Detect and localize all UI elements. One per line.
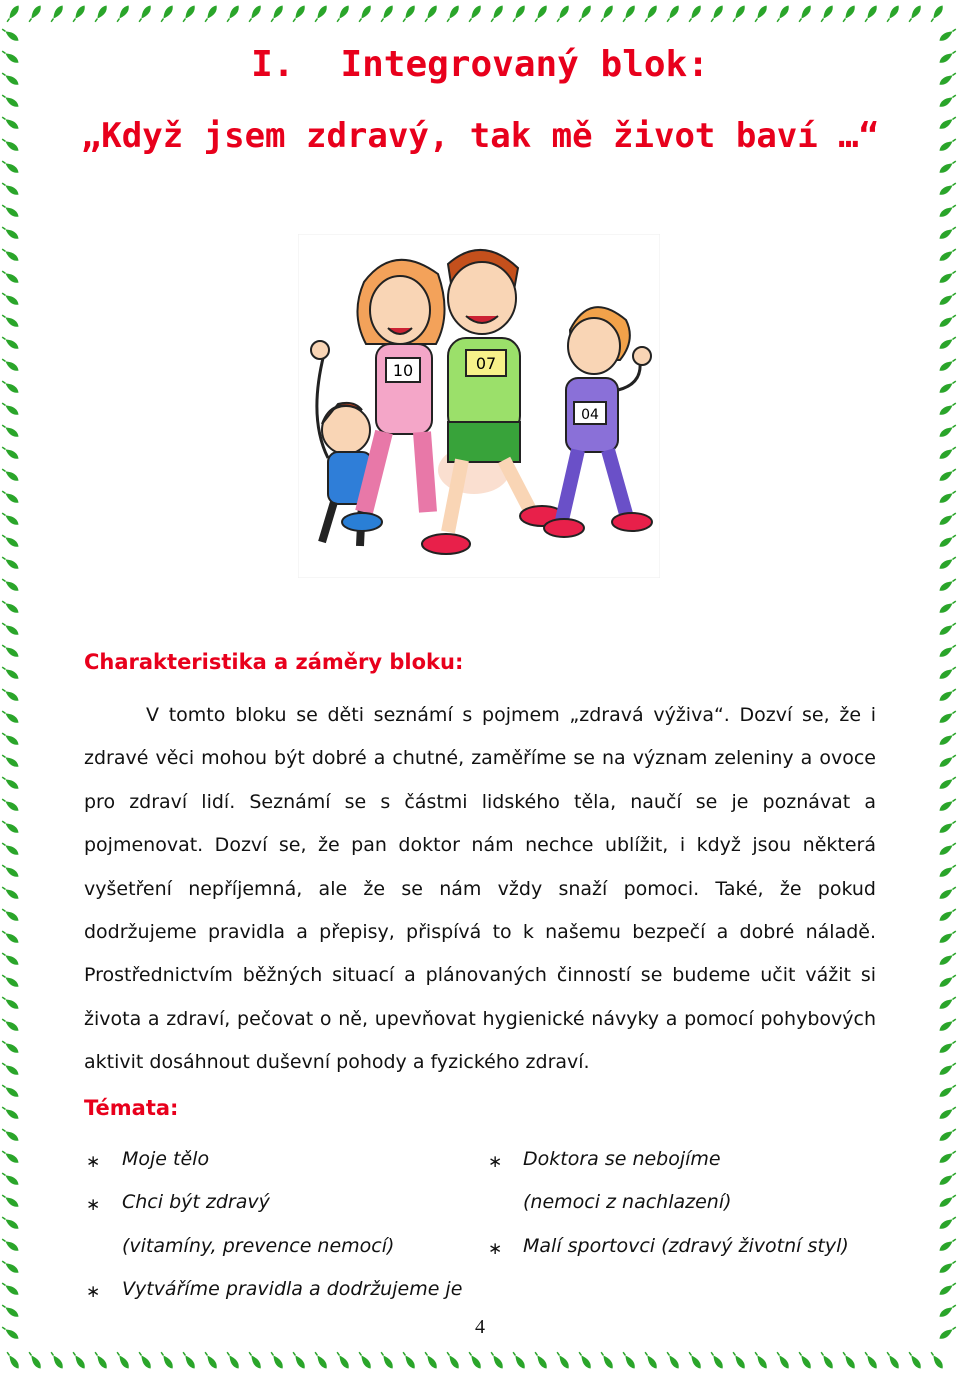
leaf-icon: [291, 1350, 307, 1370]
bib-10: 10: [392, 361, 414, 380]
leaf-icon: [0, 1039, 20, 1055]
leaf-icon: [0, 423, 20, 439]
leaf-icon: [577, 4, 593, 24]
leaf-icon: [938, 995, 958, 1011]
leaf-icon: [938, 511, 958, 527]
block-subtitle: „Když jsem zdravý, tak mě život baví …“: [80, 116, 880, 156]
leaf-icon: [467, 1350, 483, 1370]
block-number: I.: [251, 44, 295, 85]
leaf-icon: [938, 731, 958, 747]
leaf-icon: [555, 1350, 571, 1370]
leaf-icon: [401, 1350, 417, 1370]
leaf-icon: [938, 379, 958, 395]
leaf-icon: [0, 335, 20, 351]
leaf-icon: [938, 1127, 958, 1143]
leaf-icon: [938, 93, 958, 109]
leaf-icon: [938, 819, 958, 835]
leaf-icon: [467, 4, 483, 24]
leaf-icon: [0, 203, 20, 219]
leaf-icon: [938, 1171, 958, 1187]
leaf-icon: [225, 1350, 241, 1370]
leaf-icon: [819, 1350, 835, 1370]
leaf-icon: [511, 1350, 527, 1370]
leaf-icon: [938, 1017, 958, 1033]
leaf-icon: [0, 1127, 20, 1143]
leaf-icon: [247, 1350, 263, 1370]
block-heading: Integrovaný blok:: [340, 44, 709, 85]
leaf-icon: [709, 1350, 725, 1370]
leaf-icon: [863, 4, 879, 24]
leaf-icon: [938, 643, 958, 659]
leaf-icon: [731, 4, 747, 24]
leaf-icon: [357, 4, 373, 24]
leaf-icon: [938, 929, 958, 945]
leaf-icon: [159, 1350, 175, 1370]
leaf-icon: [938, 1259, 958, 1275]
bullet-icon: ∗: [488, 1239, 503, 1259]
leaf-icon: [291, 4, 307, 24]
leaf-icon: [938, 1083, 958, 1099]
block-title: [0, 44, 960, 85]
leaf-icon: [938, 1061, 958, 1077]
leaf-icon: [938, 577, 958, 593]
characteristic-text: V tomto bloku se děti seznámí s pojmem „zdravá výživa“. Dozví se, že i zdravé věci mohou být dobré a chutné, zaměříme se na význam zeleniny a ovoce pro zdraví lidí. Seznámí se s částmi lidského těla, naučí se je poznávat a pojmenovat. Dozví se, že pan doktor nám nechce ublížit, i když jsou některá vyšetření nepříjemná, ale že se nám vždy snaží pomoci. Také, že pokud dodržujeme pravidla a přepisy, přispívá to k našemu bezpečí a dobré náladě. Prostřednictvím běžných situací a plánovaných činností se budeme učit vážit si života a zdraví, pečovat o ně, upevňovat hygienické návyky a pomocí pohybových aktivit dosáhnout duševní pohody a fyzického zdraví.: [84, 704, 876, 1074]
leaf-icon: [665, 1350, 681, 1370]
leaf-icon: [0, 687, 20, 703]
leaf-icon: [938, 203, 958, 219]
leaf-icon: [445, 4, 461, 24]
leaf-icon: [938, 775, 958, 791]
leaf-icon: [93, 4, 109, 24]
leaf-icon: [0, 775, 20, 791]
leaf-icon: [938, 291, 958, 307]
leaf-icon: [335, 4, 351, 24]
leaf-icon: [269, 1350, 285, 1370]
characteristic-paragraph: [84, 694, 876, 1085]
leaf-icon: [938, 555, 958, 571]
leaf-icon: [225, 4, 241, 24]
leaf-icon: [938, 665, 958, 681]
leaf-icon: [0, 357, 20, 373]
leaf-icon: [0, 159, 20, 175]
leaf-icon: [71, 4, 87, 24]
leaf-icon: [0, 929, 20, 945]
leaf-icon: [938, 357, 958, 373]
leaf-icon: [423, 4, 439, 24]
leaf-icon: [841, 1350, 857, 1370]
leaf-icon: [49, 4, 65, 24]
leaf-icon: [938, 841, 958, 857]
leaf-icon: [938, 1105, 958, 1121]
leaf-icon: [0, 247, 20, 263]
leaf-icon: [938, 467, 958, 483]
leaf-icon: [181, 4, 197, 24]
leaf-icon: [401, 4, 417, 24]
leaf-icon: [0, 1237, 20, 1253]
leaf-icon: [938, 709, 958, 725]
running-children-illustration: [298, 234, 660, 578]
bib-07: 07: [475, 354, 497, 373]
leaf-icon: [0, 27, 20, 43]
leaf-icon: [938, 159, 958, 175]
leaf-icon: [313, 1350, 329, 1370]
leaf-icon: [938, 225, 958, 241]
leaf-icon: [775, 1350, 791, 1370]
leaf-icon: [938, 885, 958, 901]
leaf-icon: [938, 1215, 958, 1231]
leaf-icon: [0, 313, 20, 329]
leaf-icon: [938, 489, 958, 505]
leaf-icon: [907, 1350, 923, 1370]
leaf-icon: [0, 1193, 20, 1209]
leaf-icon: [885, 4, 901, 24]
leaf-icon: [0, 621, 20, 637]
leaf-icon: [797, 4, 813, 24]
leaf-icon: [753, 4, 769, 24]
leaf-icon: [313, 4, 329, 24]
leaf-icon: [938, 951, 958, 967]
leaf-icon: [489, 4, 505, 24]
leaf-icon: [49, 1350, 65, 1370]
leaf-icon: [489, 1350, 505, 1370]
leaf-icon: [247, 4, 263, 24]
leaf-icon: [938, 1281, 958, 1297]
leaf-icon: [938, 687, 958, 703]
leaf-icon: [731, 1350, 747, 1370]
leaf-icon: [0, 753, 20, 769]
leaf-icon: [577, 1350, 593, 1370]
leaf-icon: [938, 269, 958, 285]
leaf-icon: [71, 1350, 87, 1370]
topics-heading: Témata:: [84, 1096, 179, 1120]
bullet-icon: ∗: [86, 1152, 101, 1172]
topic-item: Doktora se nebojíme: [523, 1148, 721, 1170]
leaf-icon: [797, 1350, 813, 1370]
leaf-icon: [0, 1259, 20, 1275]
leaf-icon: [269, 4, 285, 24]
leaf-icon: [511, 4, 527, 24]
leaf-icon: [0, 511, 20, 527]
leaf-icon: [357, 1350, 373, 1370]
leaf-icon: [0, 995, 20, 1011]
leaf-icon: [938, 797, 958, 813]
leaf-icon: [0, 291, 20, 307]
bullet-icon: ∗: [488, 1152, 503, 1172]
leaf-icon: [938, 1237, 958, 1253]
leaf-icon: [335, 1350, 351, 1370]
leaf-icon: [0, 907, 20, 923]
leaf-icon: [0, 467, 20, 483]
leaf-icon: [0, 665, 20, 681]
topic-item: Vytváříme pravidla a dodržujeme je: [122, 1278, 463, 1300]
leaf-icon: [938, 401, 958, 417]
leaf-icon: [929, 1350, 945, 1370]
leaf-icon: [938, 599, 958, 615]
leaf-icon: [203, 1350, 219, 1370]
leaf-icon: [445, 1350, 461, 1370]
leaf-icon: [938, 335, 958, 351]
leaf-icon: [379, 4, 395, 24]
leaf-icon: [687, 1350, 703, 1370]
bib-04: 04: [581, 407, 599, 423]
leaf-icon: [938, 753, 958, 769]
leaf-icon: [687, 4, 703, 24]
leaf-icon: [938, 973, 958, 989]
leaf-icon: [938, 863, 958, 879]
leaf-icon: [0, 599, 20, 615]
leaf-icon: [0, 1105, 20, 1121]
leaf-icon: [665, 4, 681, 24]
leaf-icon: [0, 1149, 20, 1165]
leaf-icon: [0, 181, 20, 197]
leaf-icon: [27, 1350, 43, 1370]
leaf-icon: [938, 1039, 958, 1055]
leaf-icon: [181, 1350, 197, 1370]
topic-item: Moje tělo: [122, 1148, 210, 1170]
leaf-icon: [27, 4, 43, 24]
leaf-icon: [643, 4, 659, 24]
leaf-icon: [159, 4, 175, 24]
leaf-icon: [0, 1171, 20, 1187]
leaf-icon: [938, 1149, 958, 1165]
leaf-icon: [0, 951, 20, 967]
leaf-icon: [709, 4, 725, 24]
leaf-icon: [0, 577, 20, 593]
leaf-icon: [423, 1350, 439, 1370]
leaf-icon: [0, 709, 20, 725]
leaf-icon: [621, 4, 637, 24]
leaf-icon: [137, 4, 153, 24]
topic-item-note: (vitamíny, prevence nemocí): [122, 1235, 395, 1257]
leaf-icon: [819, 4, 835, 24]
leaf-icon: [0, 841, 20, 857]
leaf-icon: [599, 1350, 615, 1370]
leaf-icon: [203, 4, 219, 24]
leaf-icon: [938, 181, 958, 197]
leaf-icon: [115, 4, 131, 24]
leaf-icon: [137, 1350, 153, 1370]
leaf-icon: [841, 4, 857, 24]
leaf-icon: [379, 1350, 395, 1370]
leaf-icon: [938, 27, 958, 43]
leaf-icon: [0, 731, 20, 747]
leaf-icon: [0, 863, 20, 879]
leaf-icon: [929, 4, 945, 24]
leaf-icon: [938, 907, 958, 923]
leaf-icon: [0, 93, 20, 109]
leaf-icon: [0, 269, 20, 285]
leaf-icon: [0, 1061, 20, 1077]
leaf-icon: [0, 445, 20, 461]
leaf-icon: [0, 1083, 20, 1099]
leaf-icon: [938, 533, 958, 549]
leaf-icon: [0, 643, 20, 659]
leaf-icon: [5, 1350, 21, 1370]
leaf-icon: [775, 4, 791, 24]
leaf-icon: [938, 621, 958, 637]
leaf-icon: [0, 885, 20, 901]
leaf-icon: [115, 1350, 131, 1370]
leaf-icon: [0, 533, 20, 549]
leaf-icon: [533, 4, 549, 24]
leaf-icon: [0, 489, 20, 505]
leaf-icon: [599, 4, 615, 24]
leaf-icon: [753, 1350, 769, 1370]
topic-item: Malí sportovci (zdravý životní styl): [523, 1235, 849, 1257]
leaf-icon: [533, 1350, 549, 1370]
page-number: 4: [475, 1316, 485, 1338]
leaf-icon: [907, 4, 923, 24]
leaf-icon: [938, 247, 958, 263]
leaf-icon: [863, 1350, 879, 1370]
leaf-icon: [555, 4, 571, 24]
leaf-icon: [0, 1017, 20, 1033]
leaf-icon: [0, 401, 20, 417]
leaf-icon: [643, 1350, 659, 1370]
leaf-icon: [0, 225, 20, 241]
topic-item: Chci být zdravý: [122, 1191, 270, 1213]
leaf-icon: [5, 4, 21, 24]
bullet-icon: ∗: [86, 1195, 101, 1215]
leaf-icon: [938, 445, 958, 461]
leaf-icon: [0, 1215, 20, 1231]
topic-item-note: (nemoci z nachlazení): [523, 1191, 732, 1213]
leaf-icon: [0, 797, 20, 813]
leaf-icon: [93, 1350, 109, 1370]
leaf-icon: [938, 313, 958, 329]
bullet-icon: ∗: [86, 1282, 101, 1302]
leaf-icon: [0, 555, 20, 571]
leaf-icon: [938, 1193, 958, 1209]
leaf-icon: [0, 819, 20, 835]
characteristic-heading: Charakteristika a záměry bloku:: [84, 650, 464, 674]
leaf-icon: [885, 1350, 901, 1370]
leaf-icon: [0, 973, 20, 989]
leaf-icon: [938, 423, 958, 439]
leaf-icon: [0, 1281, 20, 1297]
leaf-icon: [0, 379, 20, 395]
leaf-icon: [621, 1350, 637, 1370]
